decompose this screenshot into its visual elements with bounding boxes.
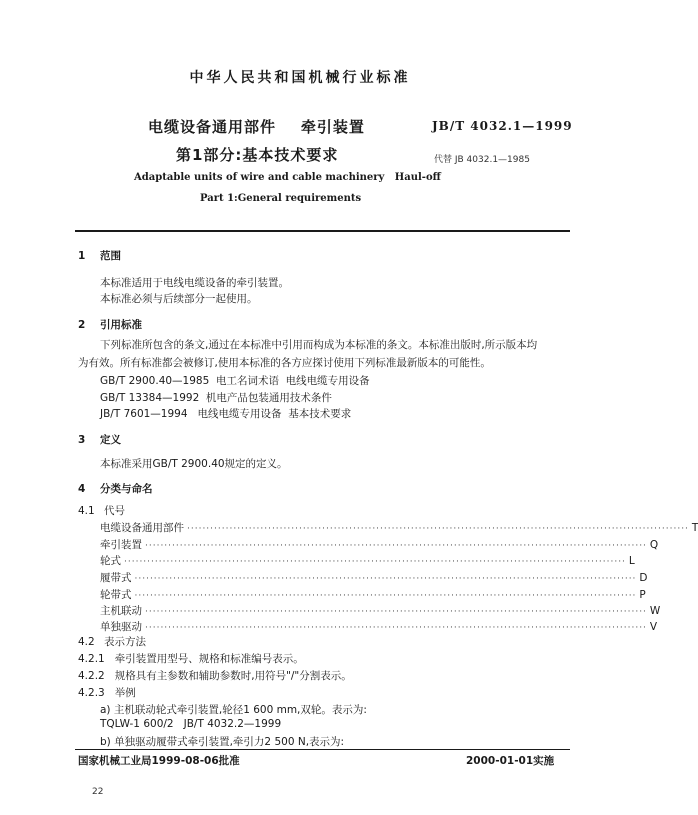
paragraph: 本标准适用于电线电缆设备的牵引装置。 [100, 277, 289, 289]
subsection-title: 表示方法 [104, 636, 146, 648]
header-divider [75, 230, 570, 232]
clause-4-2-2: 4.2.2 规格具有主参数和辅助参数时,用符号"/"分割表示。 [78, 670, 352, 682]
subsection-number: 4.1 [78, 505, 95, 517]
section-3-heading [78, 432, 121, 447]
implementation-date: 2000-01-01实施 [466, 755, 555, 767]
section-title: 定义 [100, 434, 121, 446]
page-number: 22 [92, 787, 104, 797]
section-1-heading [78, 248, 121, 263]
paragraph: 下列标准所包含的条文,通过在本标准中引用而构成为本标准的条文。本标准出版时,所示版本均 [100, 339, 538, 351]
national-standard-title: 中华人民共和国机械行业标准 [189, 70, 411, 86]
section-number: 1 [78, 250, 86, 262]
paragraph: 本标准必须与后续部分一起使用。 [100, 293, 258, 305]
code-row [100, 553, 635, 568]
english-title-line1: Adaptable units of wire and cable machinery Haul-off [134, 172, 441, 183]
code-name: 主机联动 [100, 605, 142, 617]
example-b: b) 单独驱动履带式牵引装置,牵引力2 500 N,表示为: [100, 736, 345, 748]
code-name: 轮带式 [100, 589, 132, 601]
code-letter: P [639, 589, 646, 601]
section-title: 范围 [100, 250, 121, 262]
paragraph: 为有效。所有标准都会被修订,使用本标准的各方应探讨使用下列标准最新版本的可能性。 [78, 357, 491, 369]
code-row [100, 587, 646, 602]
section-2-heading [78, 317, 142, 332]
section-number: 4 [78, 483, 86, 495]
footer-divider [75, 749, 570, 750]
code-name: 履带式 [100, 572, 132, 584]
example-a-code: TQLW-1 600/2 JB/T 4032.2—1999 [100, 718, 282, 730]
document-title-line2: 第1部分:基本技术要求 [176, 146, 339, 164]
code-name: 轮式 [100, 555, 121, 567]
document-title-line1: 电缆设备通用部件 牵引装置 [148, 118, 365, 136]
subsection-number: 4.2 [78, 636, 95, 648]
code-name: 电缆设备通用部件 [100, 522, 184, 534]
subsection-title: 代号 [104, 505, 125, 517]
code-row [100, 537, 659, 552]
leader-dots: ·································································································································· [145, 623, 647, 633]
code-name: 单独驱动 [100, 621, 142, 633]
paragraph: 本标准采用GB/T 2900.40规定的定义。 [100, 458, 288, 470]
code-letter: D [639, 572, 648, 584]
code-letter: V [649, 621, 658, 633]
code-letter: L [628, 555, 635, 567]
english-title-line2: Part 1:General requirements [200, 193, 362, 204]
leader-dots: ·································································································································· [134, 574, 637, 584]
code-row [100, 520, 698, 535]
code-letter: Q [649, 539, 659, 551]
section-title: 分类与命名 [100, 483, 153, 495]
code-letter: W [649, 605, 661, 617]
subsection-4-2-heading [78, 634, 146, 649]
section-number: 3 [78, 434, 86, 446]
section-4-heading [78, 481, 153, 496]
section-number: 2 [78, 319, 86, 331]
approval-line: 国家机械工业局1999-08-06批准 [78, 755, 240, 767]
reference-item: GB/T 2900.40—1985 电工名词术语 电线电缆专用设备 [100, 375, 370, 387]
code-row [100, 570, 648, 585]
subsection-4-1-heading [78, 503, 125, 518]
reference-item: JB/T 7601—1994 电线电缆专用设备 基本技术要求 [100, 408, 352, 420]
clause-4-2-1: 4.2.1 牵引装置用型号、规格和标准编号表示。 [78, 653, 304, 665]
clause-4-2-3: 4.2.3 举例 [78, 687, 136, 699]
example-a: a) 主机联动轮式牵引装置,轮径1 600 mm,双轮。表示为: [100, 704, 367, 716]
leader-dots: ·································································································································· [124, 557, 626, 567]
leader-dots: ·································································································································· [145, 607, 647, 617]
leader-dots: ·································································································································· [134, 591, 637, 601]
code-name: 牵引装置 [100, 539, 142, 551]
replaces-note: 代替 JB 4032.1—1985 [434, 155, 530, 165]
leader-dots: ·································································································································· [145, 541, 647, 551]
code-letter: T [691, 522, 698, 534]
standard-number: JB/T 4032.1—1999 [432, 119, 573, 133]
leader-dots: ·································································································································· [187, 524, 689, 534]
code-row [100, 603, 661, 618]
section-title: 引用标准 [100, 319, 142, 331]
code-row [100, 619, 658, 634]
reference-item: GB/T 13384—1992 机电产品包装通用技术条件 [100, 392, 332, 404]
